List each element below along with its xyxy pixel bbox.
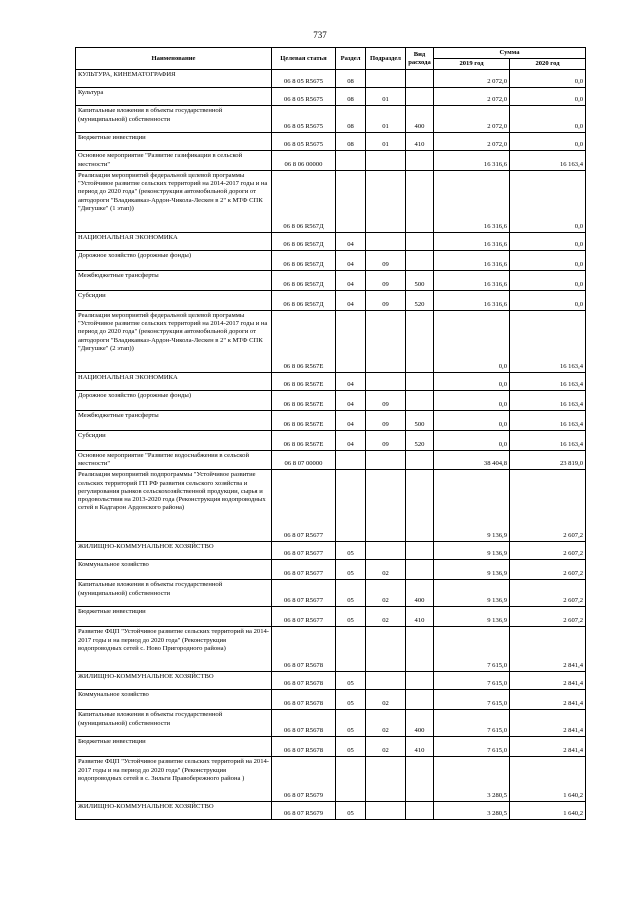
row-section-cell [336, 151, 366, 170]
table-row [76, 410, 586, 430]
row-name-cell: Бюджетные инвестиции [76, 133, 272, 151]
table-row [76, 607, 586, 627]
row-name-cell: Субсидии [76, 290, 272, 310]
row-section-cell [336, 450, 366, 469]
row-subsection-cell: 02 [366, 560, 406, 580]
row-2019-cell: 16 316,6 [434, 250, 510, 270]
row-subsection-cell: 09 [366, 250, 406, 270]
row-name-cell: НАЦИОНАЛЬНАЯ ЭКОНОМИКА [76, 232, 272, 250]
row-expense-type-cell [406, 232, 434, 250]
row-2020-cell: 2 607,2 [510, 542, 586, 560]
row-name-cell: Культура [76, 88, 272, 106]
row-2020-cell: 16 163,4 [510, 430, 586, 450]
table-row [76, 450, 586, 469]
row-expense-type-cell: 500 [406, 410, 434, 430]
row-expense-type-cell: 520 [406, 430, 434, 450]
table-body [76, 70, 586, 820]
header-name: Наименование [76, 48, 272, 70]
row-article-cell: 06 8 07 R5678 [272, 710, 336, 737]
row-name-cell: Коммунальное хозяйство [76, 560, 272, 580]
row-article-cell: 06 8 06 R567Д [272, 270, 336, 290]
row-subsection-cell [366, 310, 406, 372]
row-article-cell: 06 8 06 R567Д [272, 250, 336, 270]
row-article-cell: 06 8 05 R5675 [272, 106, 336, 133]
row-subsection-cell: 09 [366, 270, 406, 290]
row-section-cell: 05 [336, 690, 366, 710]
row-subsection-cell [366, 757, 406, 802]
row-article-cell: 06 8 05 R5675 [272, 70, 336, 88]
row-2020-cell: 1 640,2 [510, 802, 586, 820]
row-subsection-cell [366, 627, 406, 672]
row-article-cell: 06 8 06 R567Д [272, 232, 336, 250]
row-subsection-cell: 09 [366, 410, 406, 430]
row-article-cell: 06 8 07 R5677 [272, 580, 336, 607]
row-2020-cell: 2 841,4 [510, 737, 586, 757]
row-2019-cell: 9 136,9 [434, 470, 510, 542]
table-row [76, 710, 586, 737]
row-2020-cell: 23 819,0 [510, 450, 586, 469]
row-2019-cell: 7 615,0 [434, 737, 510, 757]
row-2020-cell: 1 640,2 [510, 757, 586, 802]
row-subsection-cell: 09 [366, 390, 406, 410]
row-2020-cell: 2 841,4 [510, 710, 586, 737]
row-expense-type-cell: 500 [406, 270, 434, 290]
row-2019-cell: 7 615,0 [434, 690, 510, 710]
row-expense-type-cell [406, 802, 434, 820]
row-2020-cell: 0,0 [510, 170, 586, 232]
row-article-cell: 06 8 06 R567Е [272, 410, 336, 430]
row-article-cell: 06 8 07 R5677 [272, 607, 336, 627]
row-2020-cell: 16 163,4 [510, 410, 586, 430]
row-subsection-cell [366, 470, 406, 542]
row-name-cell: Капитальные вложения в объекты государственной (муниципальной) собственности [76, 580, 272, 607]
row-subsection-cell: 02 [366, 690, 406, 710]
row-expense-type-cell [406, 88, 434, 106]
row-subsection-cell [366, 542, 406, 560]
row-2020-cell: 0,0 [510, 133, 586, 151]
row-2019-cell: 9 136,9 [434, 560, 510, 580]
row-2019-cell: 0,0 [434, 390, 510, 410]
table-row [76, 802, 586, 820]
row-name-cell: Дорожное хозяйство (дорожные фонды) [76, 250, 272, 270]
header-expense-type: Вид расхода [406, 48, 434, 70]
row-article-cell: 06 8 07 R5679 [272, 757, 336, 802]
row-2019-cell: 16 316,6 [434, 270, 510, 290]
row-2019-cell: 0,0 [434, 372, 510, 390]
row-2019-cell: 7 615,0 [434, 627, 510, 672]
row-2019-cell: 7 615,0 [434, 710, 510, 737]
table-row [76, 627, 586, 672]
row-expense-type-cell [406, 250, 434, 270]
row-subsection-cell [366, 450, 406, 469]
row-2020-cell: 16 163,4 [510, 151, 586, 170]
row-article-cell: 06 8 06 R567Е [272, 310, 336, 372]
row-2020-cell: 2 607,2 [510, 607, 586, 627]
row-expense-type-cell [406, 542, 434, 560]
header-sum: Сумма [434, 48, 586, 59]
row-2019-cell: 16 316,6 [434, 290, 510, 310]
row-section-cell: 05 [336, 560, 366, 580]
row-subsection-cell [366, 672, 406, 690]
table-row [76, 170, 586, 232]
row-expense-type-cell [406, 151, 434, 170]
row-2020-cell: 2 841,4 [510, 672, 586, 690]
table-row [76, 372, 586, 390]
row-2020-cell: 2 841,4 [510, 627, 586, 672]
row-section-cell [336, 627, 366, 672]
row-expense-type-cell [406, 310, 434, 372]
row-name-cell: Капитальные вложения в объекты государственной (муниципальной) собственности [76, 710, 272, 737]
row-name-cell: Межбюджетные трансферты [76, 410, 272, 430]
table-row [76, 430, 586, 450]
row-name-cell: ЖИЛИЩНО-КОММУНАЛЬНОЕ ХОЗЯЙСТВО [76, 672, 272, 690]
row-subsection-cell: 09 [366, 430, 406, 450]
table-row [76, 151, 586, 170]
row-article-cell: 06 8 06 R567Д [272, 170, 336, 232]
row-section-cell: 05 [336, 672, 366, 690]
row-subsection-cell: 09 [366, 290, 406, 310]
row-article-cell: 06 8 07 R5679 [272, 802, 336, 820]
header-subsection: Подраздел [366, 48, 406, 70]
row-2020-cell: 0,0 [510, 270, 586, 290]
row-section-cell: 04 [336, 390, 366, 410]
row-article-cell: 06 8 06 00000 [272, 151, 336, 170]
row-expense-type-cell [406, 70, 434, 88]
row-subsection-cell: 01 [366, 133, 406, 151]
row-article-cell: 06 8 05 R5675 [272, 88, 336, 106]
row-section-cell: 04 [336, 250, 366, 270]
row-section-cell: 05 [336, 737, 366, 757]
table-row [76, 580, 586, 607]
row-section-cell: 04 [336, 270, 366, 290]
row-name-cell: Капитальные вложения в объекты государственной (муниципальной) собственности [76, 106, 272, 133]
row-article-cell: 06 8 06 R567Е [272, 372, 336, 390]
row-name-cell: Реализация мероприятий подпрограммы "Устойчивое развитие сельских территорий ГП РФ развития сельского хозяйства и регулирования рынков сельскохозяйственной продукции, сырья и продовольствия на 2013-2020 года (Реконструкция водопроводных сетей в Кадгарон Ардонского района) [76, 470, 272, 542]
row-name-cell: НАЦИОНАЛЬНАЯ ЭКОНОМИКА [76, 372, 272, 390]
table-row [76, 133, 586, 151]
row-expense-type-cell [406, 757, 434, 802]
row-article-cell: 06 8 07 R5678 [272, 690, 336, 710]
row-subsection-cell: 01 [366, 88, 406, 106]
header-article: Целевая статья [272, 48, 336, 70]
row-2019-cell: 38 404,8 [434, 450, 510, 469]
row-article-cell: 06 8 06 R567Д [272, 290, 336, 310]
row-article-cell: 06 8 07 00000 [272, 450, 336, 469]
row-expense-type-cell: 410 [406, 737, 434, 757]
row-name-cell: Реализация мероприятий федеральной целевой программы "Устойчивое развитие сельских территорий на 2014-2017 годы и на период до 2020 года" (реконструкция автомобильной дороги от автодороги "Владикавказ-Ардон-Чикола-Лескен в 2" к МТФ СПК "Дигушке" (2 этап)) [76, 310, 272, 372]
table-row [76, 270, 586, 290]
row-expense-type-cell [406, 450, 434, 469]
table-row [76, 470, 586, 542]
row-section-cell: 04 [336, 232, 366, 250]
row-expense-type-cell: 410 [406, 607, 434, 627]
row-article-cell: 06 8 07 R5677 [272, 542, 336, 560]
row-article-cell: 06 8 07 R5678 [272, 627, 336, 672]
row-subsection-cell: 02 [366, 580, 406, 607]
row-section-cell: 05 [336, 802, 366, 820]
row-expense-type-cell [406, 560, 434, 580]
table-row [76, 690, 586, 710]
row-name-cell: Бюджетные инвестиции [76, 607, 272, 627]
row-section-cell: 05 [336, 607, 366, 627]
row-subsection-cell [366, 170, 406, 232]
table-row [76, 232, 586, 250]
row-subsection-cell: 02 [366, 710, 406, 737]
row-name-cell: ЖИЛИЩНО-КОММУНАЛЬНОЕ ХОЗЯЙСТВО [76, 802, 272, 820]
row-article-cell: 06 8 07 R5678 [272, 672, 336, 690]
header-year-2019: 2019 год [434, 59, 510, 70]
row-2019-cell: 3 280,5 [434, 802, 510, 820]
table-row [76, 560, 586, 580]
row-name-cell: КУЛЬТУРА, КИНЕМАТОГРАФИЯ [76, 70, 272, 88]
row-section-cell [336, 170, 366, 232]
row-name-cell: Основное мероприятие "Развитие водоснабжения в сельской местности" [76, 450, 272, 469]
row-article-cell: 06 8 06 R567Е [272, 390, 336, 410]
row-2020-cell: 2 607,2 [510, 560, 586, 580]
row-2020-cell: 0,0 [510, 88, 586, 106]
row-2020-cell: 0,0 [510, 106, 586, 133]
row-2020-cell: 16 163,4 [510, 390, 586, 410]
row-2019-cell: 0,0 [434, 410, 510, 430]
row-expense-type-cell [406, 170, 434, 232]
row-section-cell [336, 757, 366, 802]
row-expense-type-cell [406, 470, 434, 542]
row-expense-type-cell: 520 [406, 290, 434, 310]
row-name-cell: ЖИЛИЩНО-КОММУНАЛЬНОЕ ХОЗЯЙСТВО [76, 542, 272, 560]
row-section-cell: 08 [336, 70, 366, 88]
row-2019-cell: 16 316,6 [434, 151, 510, 170]
row-2020-cell: 2 607,2 [510, 470, 586, 542]
row-section-cell: 05 [336, 542, 366, 560]
row-2019-cell: 9 136,9 [434, 542, 510, 560]
row-article-cell: 06 8 06 R567Е [272, 430, 336, 450]
row-expense-type-cell: 400 [406, 710, 434, 737]
row-article-cell: 06 8 07 R5677 [272, 560, 336, 580]
row-name-cell: Реализация мероприятий федеральной целевой программы "Устойчивое развитие сельских территорий на 2014-2017 годы и на период до 2020 года" (реконструкция автомобильной дороги от автодороги "Владикавказ-Ардон-Чикола-Лескен в 2" к МТФ СПК "Дигушке" (1 этап)) [76, 170, 272, 232]
row-2020-cell: 16 163,4 [510, 310, 586, 372]
row-2019-cell: 16 316,6 [434, 170, 510, 232]
table-row [76, 310, 586, 372]
row-2020-cell: 0,0 [510, 232, 586, 250]
row-expense-type-cell [406, 690, 434, 710]
row-2019-cell: 7 615,0 [434, 672, 510, 690]
row-name-cell: Развитие ФЦП "Устойчивое развитие сельских территорий на 2014-2017 годы и на период до 2020 года" (Реконструкция водопроводных сетей с. Ново Пригородного района) [76, 627, 272, 672]
table-row [76, 106, 586, 133]
header-section: Раздел [336, 48, 366, 70]
row-subsection-cell [366, 802, 406, 820]
row-2020-cell: 16 163,4 [510, 372, 586, 390]
header-year-2020: 2020 год [510, 59, 586, 70]
table-row [76, 250, 586, 270]
row-subsection-cell [366, 151, 406, 170]
table-row [76, 290, 586, 310]
row-subsection-cell: 02 [366, 737, 406, 757]
table-row [76, 737, 586, 757]
row-section-cell: 08 [336, 106, 366, 133]
table-row [76, 390, 586, 410]
row-2020-cell: 2 607,2 [510, 580, 586, 607]
row-2019-cell: 16 316,6 [434, 232, 510, 250]
table-row [76, 542, 586, 560]
row-2019-cell: 0,0 [434, 310, 510, 372]
row-expense-type-cell: 410 [406, 133, 434, 151]
budget-table [75, 47, 586, 820]
row-2019-cell: 3 280,5 [434, 757, 510, 802]
row-2020-cell: 0,0 [510, 290, 586, 310]
row-subsection-cell: 01 [366, 106, 406, 133]
row-section-cell [336, 470, 366, 542]
row-name-cell: Субсидии [76, 430, 272, 450]
table-row [76, 88, 586, 106]
row-2019-cell: 9 136,9 [434, 607, 510, 627]
row-expense-type-cell [406, 372, 434, 390]
page-number: 737 [313, 30, 327, 40]
row-section-cell: 08 [336, 88, 366, 106]
row-name-cell: Коммунальное хозяйство [76, 690, 272, 710]
row-2020-cell: 2 841,4 [510, 690, 586, 710]
row-name-cell: Развитие ФЦП "Устойчивое развитие сельских территорий на 2014-2017 годы и на период до 2020 года" (Реконструкция водопроводных сетей в с. Зильги Правобережного района ) [76, 757, 272, 802]
row-expense-type-cell [406, 390, 434, 410]
row-expense-type-cell: 400 [406, 580, 434, 607]
row-2019-cell: 2 072,0 [434, 133, 510, 151]
row-article-cell: 06 8 07 R5677 [272, 470, 336, 542]
row-article-cell: 06 8 05 R5675 [272, 133, 336, 151]
table-row [76, 757, 586, 802]
row-subsection-cell [366, 232, 406, 250]
row-section-cell: 04 [336, 290, 366, 310]
row-2019-cell: 2 072,0 [434, 106, 510, 133]
row-2019-cell: 0,0 [434, 430, 510, 450]
row-section-cell: 04 [336, 430, 366, 450]
row-2019-cell: 9 136,9 [434, 580, 510, 607]
row-2019-cell: 2 072,0 [434, 70, 510, 88]
row-section-cell: 05 [336, 710, 366, 737]
row-section-cell [336, 310, 366, 372]
row-name-cell: Межбюджетные трансферты [76, 270, 272, 290]
row-subsection-cell: 02 [366, 607, 406, 627]
row-section-cell: 08 [336, 133, 366, 151]
row-section-cell: 04 [336, 372, 366, 390]
table-row [76, 672, 586, 690]
row-section-cell: 04 [336, 410, 366, 430]
row-article-cell: 06 8 07 R5678 [272, 737, 336, 757]
row-2020-cell: 0,0 [510, 250, 586, 270]
row-name-cell: Бюджетные инвестиции [76, 737, 272, 757]
row-subsection-cell [366, 372, 406, 390]
row-expense-type-cell [406, 672, 434, 690]
row-expense-type-cell: 400 [406, 106, 434, 133]
row-name-cell: Дорожное хозяйство (дорожные фонды) [76, 390, 272, 410]
row-subsection-cell [366, 70, 406, 88]
row-2020-cell: 0,0 [510, 70, 586, 88]
row-2019-cell: 2 072,0 [434, 88, 510, 106]
row-expense-type-cell [406, 627, 434, 672]
table-row [76, 70, 586, 88]
row-section-cell: 05 [336, 580, 366, 607]
row-name-cell: Основное мероприятие "Развитие газификации в сельской местности" [76, 151, 272, 170]
